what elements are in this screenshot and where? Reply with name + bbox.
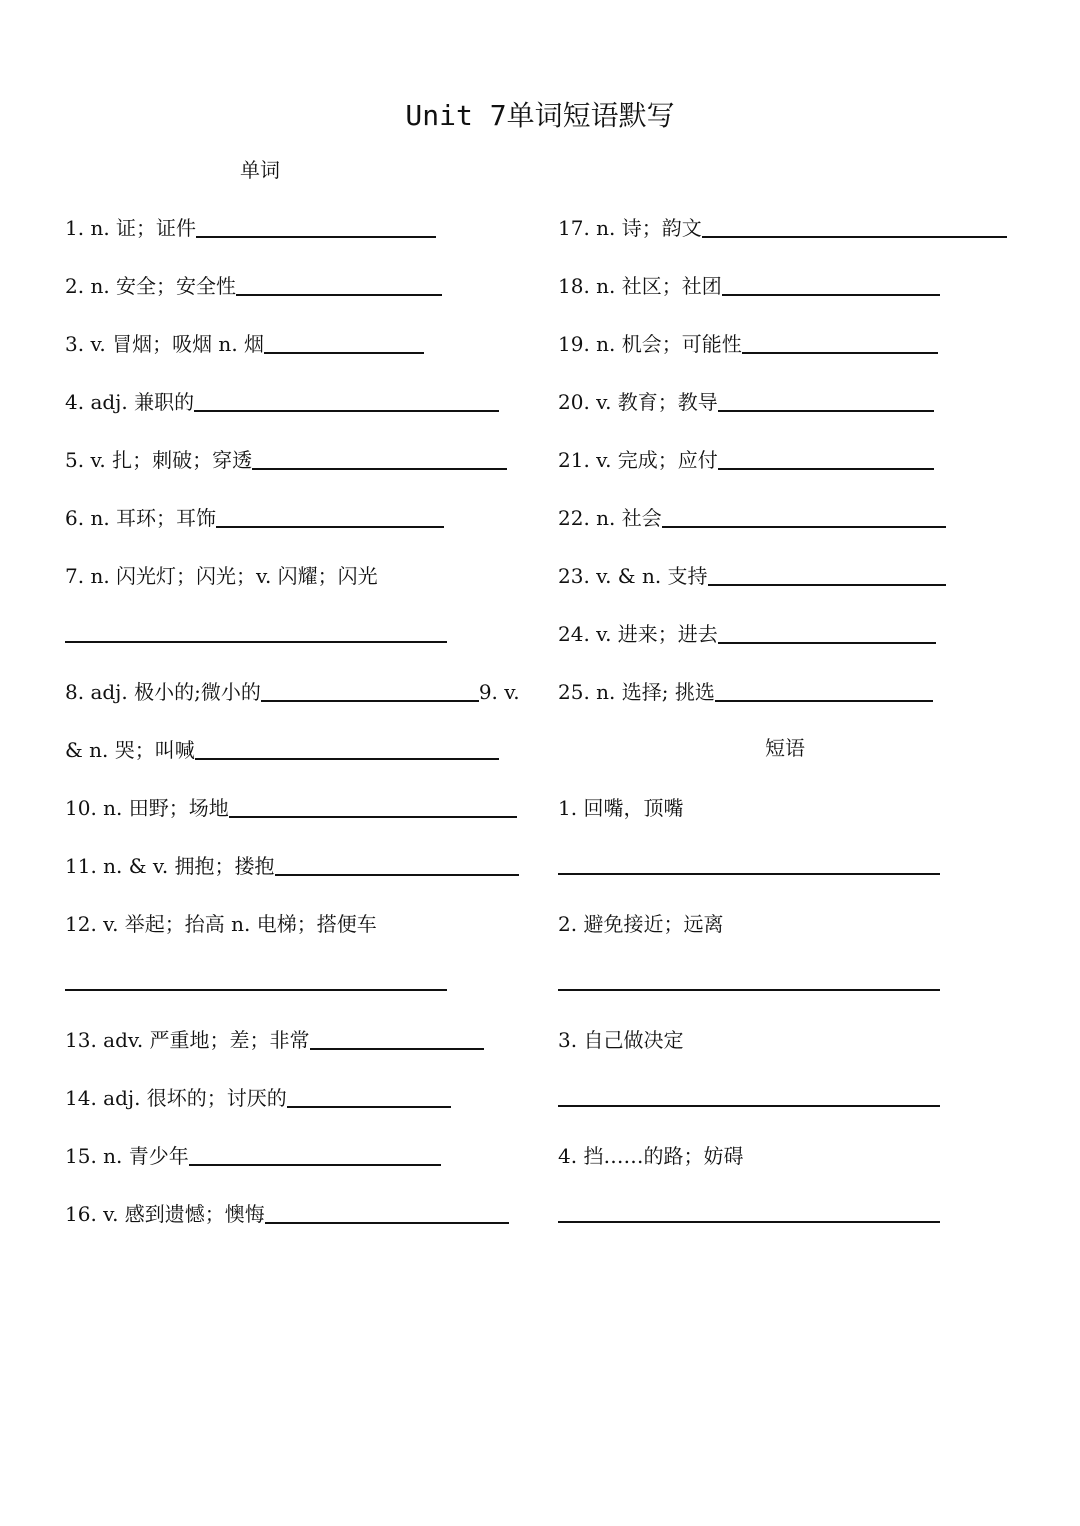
answer-blank[interactable]	[708, 564, 946, 586]
answer-blank[interactable]	[558, 873, 940, 875]
word-item-label: 12. v. 举起；抬高 n. 电梯；搭便车	[65, 912, 377, 936]
word-item-12	[65, 908, 377, 938]
answer-blank[interactable]	[252, 448, 507, 470]
answer-blank[interactable]	[264, 332, 424, 354]
word-item-9	[65, 734, 499, 764]
word-item-label: 16. v. 感到遗憾；懊悔	[65, 1202, 265, 1226]
answer-blank[interactable]	[310, 1028, 484, 1050]
word-item-label: 7. n. 闪光灯；闪光；v. 闪耀；闪光	[65, 564, 378, 588]
word-item-23	[558, 560, 946, 590]
answer-blank[interactable]	[265, 1202, 509, 1224]
answer-blank[interactable]	[662, 506, 946, 528]
word-item-14	[65, 1082, 451, 1112]
section-heading-words: 单词	[240, 158, 280, 182]
word-item-label: 21. v. 完成；应付	[558, 448, 718, 472]
answer-blank[interactable]	[236, 274, 442, 296]
word-item-label: 25. n. 选择; 挑选	[558, 680, 715, 704]
answer-blank[interactable]	[194, 390, 499, 412]
word-item-label: 13. adv. 严重地；差；非常	[65, 1028, 310, 1052]
word-item-22	[558, 502, 946, 532]
word-item-label: 11. n. & v. 拥抱；搂抱	[65, 854, 275, 878]
answer-blank[interactable]	[722, 274, 940, 296]
answer-blank[interactable]	[275, 854, 519, 876]
title-text: 单词短语默写	[506, 99, 675, 132]
answer-blank[interactable]	[195, 738, 499, 760]
phrase-item-2	[558, 908, 723, 938]
word-item-label: 8. adj. 极小的;微小的	[65, 680, 261, 704]
word-item-17	[558, 212, 1007, 242]
answer-blank[interactable]	[229, 796, 517, 818]
word-item-label: 10. n. 田野；场地	[65, 796, 229, 820]
word-item-1	[65, 212, 436, 242]
answer-blank[interactable]	[702, 216, 1007, 238]
word-item-25	[558, 676, 933, 706]
word-item-label: 2. n. 安全；安全性	[65, 274, 237, 298]
answer-blank[interactable]	[196, 216, 436, 238]
word-item-6	[65, 502, 444, 532]
section-heading-phrases: 短语	[765, 736, 805, 760]
word-item-21	[558, 444, 934, 474]
word-item-10	[65, 792, 517, 822]
title-unit: Unit 7	[405, 99, 507, 132]
word-item-24	[558, 618, 936, 648]
answer-blank[interactable]	[65, 641, 447, 643]
word-item-5	[65, 444, 507, 474]
word-item-label: 1. n. 证；证件	[65, 216, 197, 240]
word-item-label: 15. n. 青少年	[65, 1144, 189, 1168]
page-title	[0, 98, 1080, 134]
word-item-label: 6. n. 耳环；耳饰	[65, 506, 217, 530]
word-item-18	[558, 270, 940, 300]
answer-blank[interactable]	[65, 989, 447, 991]
phrase-item-3	[558, 1024, 683, 1054]
answer-blank[interactable]	[189, 1144, 441, 1166]
phrase-item-label: 2. 避免接近；远离	[558, 912, 724, 936]
phrase-item-label: 3. 自己做决定	[558, 1028, 684, 1052]
answer-blank[interactable]	[742, 332, 938, 354]
answer-blank[interactable]	[261, 680, 479, 702]
answer-blank[interactable]	[718, 448, 934, 470]
word-item-label: 23. v. & n. 支持	[558, 564, 708, 588]
word-item-11	[65, 850, 519, 880]
phrase-item-4	[558, 1140, 743, 1170]
word-item-2	[65, 270, 442, 300]
word-item-label: 22. n. 社会	[558, 506, 662, 530]
answer-blank[interactable]	[287, 1086, 451, 1108]
word-item-label: 5. v. 扎；刺破；穿透	[65, 448, 253, 472]
word-item-7	[65, 560, 378, 590]
word-item-13	[65, 1024, 484, 1054]
word-item-16	[65, 1198, 509, 1228]
word-item-label: 19. n. 机会；可能性	[558, 332, 742, 356]
word-item-4	[65, 386, 499, 416]
word-item-20	[558, 386, 934, 416]
answer-blank[interactable]	[216, 506, 444, 528]
word-item-label: & n. 哭；叫喊	[65, 738, 195, 762]
answer-blank[interactable]	[558, 1105, 940, 1107]
phrase-item-1	[558, 792, 683, 822]
answer-blank[interactable]	[558, 989, 940, 991]
word-item-8	[65, 676, 520, 706]
word-item-label: 17. n. 诗；韵文	[558, 216, 702, 240]
word-item-label: 4. adj. 兼职的	[65, 390, 195, 414]
word-item-label: 20. v. 教育；教导	[558, 390, 718, 414]
answer-blank[interactable]	[718, 622, 936, 644]
answer-blank[interactable]	[558, 1221, 940, 1223]
word-item-3	[65, 328, 424, 358]
word-item-label: 3. v. 冒烟；吸烟 n. 烟	[65, 332, 265, 356]
word-item-9-start: 9. v.	[478, 680, 520, 704]
word-item-label: 14. adj. 很坏的；讨厌的	[65, 1086, 287, 1110]
answer-blank[interactable]	[715, 680, 933, 702]
word-item-label: 18. n. 社区；社团	[558, 274, 722, 298]
word-item-19	[558, 328, 938, 358]
word-item-15	[65, 1140, 441, 1170]
phrase-item-label: 4. 挡……的路；妨碍	[558, 1144, 744, 1168]
answer-blank[interactable]	[718, 390, 934, 412]
phrase-item-label: 1. 回嘴，顶嘴	[558, 796, 684, 820]
word-item-label: 24. v. 进来；进去	[558, 622, 718, 646]
